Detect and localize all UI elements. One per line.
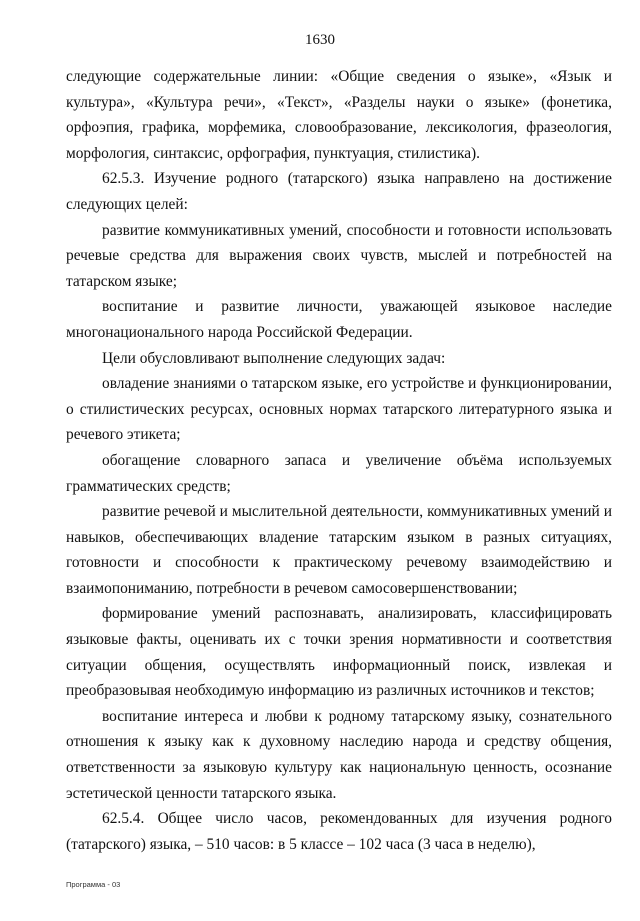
document-body [66, 64, 612, 857]
footer-label: Программа - 03 [66, 880, 121, 889]
paragraph-task-vocabulary: обогащение словарного запаса и увеличение объёма используемых грамматических средств; [66, 451, 612, 495]
paragraph-task-interest: воспитание интереса и любви к родному татарскому языку, сознательного отношения к языку как к духовному наследию народа и средству общения, ответственности за языковую культуру как национальную ценность, осознание эстетической ценности татарского языка. [66, 707, 612, 802]
paragraph-task-speech: развитие речевой и мыслительной деятельности, коммуникативных умений и навыков, обеспечивающих владение татарским языком в разных ситуациях, готовности и способности к практическому речевому взаимодействию и взаимопониманию, потребности в речевом самосовершенствовании; [66, 503, 612, 597]
paragraph-section-62-5-3: 62.5.3. Изучение родного (татарского) языка направлено на достижение следующих целей: [66, 170, 612, 213]
paragraph-goal-communication: развитие коммуникативных умений, способности и готовности использовать речевые средства для выражения своих чувств, мыслей и потребностей на татарском языке; [66, 221, 612, 290]
paragraph-section-62-5-4: 62.5.4. Общее число часов, рекомендованных для изучения родного (татарского) языка, – 510 часов: в 5 классе – 102 часа (3 часа в неделю), [66, 810, 612, 853]
paragraph-task-knowledge: овладение знаниями о татарском языке, его устройстве и функционировании, о стилистических ресурсах, основных нормах татарского литературного языка и речевого этикета; [66, 375, 612, 444]
page-number: 1630 [305, 32, 335, 48]
paragraph-content-lines: следующие содержательные линии: «Общие сведения о языке», «Язык и культура», «Культура речи», «Текст», «Разделы науки о языке» (фонетика, орфоэпия, графика, морфемика, словообразование, лексикология, фразеология, морфология, синтаксис, орфография, пунктуация, стилистика). [66, 68, 612, 162]
paragraph-tasks-intro: Цели обусловливают выполнение следующих задач: [102, 349, 446, 367]
paragraph-goal-personality: воспитание и развитие личности, уважающей языковое наследие многонационального народа Российской Федерации. [66, 298, 612, 341]
paragraph-task-analysis: формирование умений распознавать, анализировать, классифицировать языковые факты, оценивать их с точки зрения нормативности и соответствия ситуации общения, осуществлять информационный поиск, извлекая и преобразовывая необходимую информацию из различных источников и текстов; [66, 605, 612, 700]
